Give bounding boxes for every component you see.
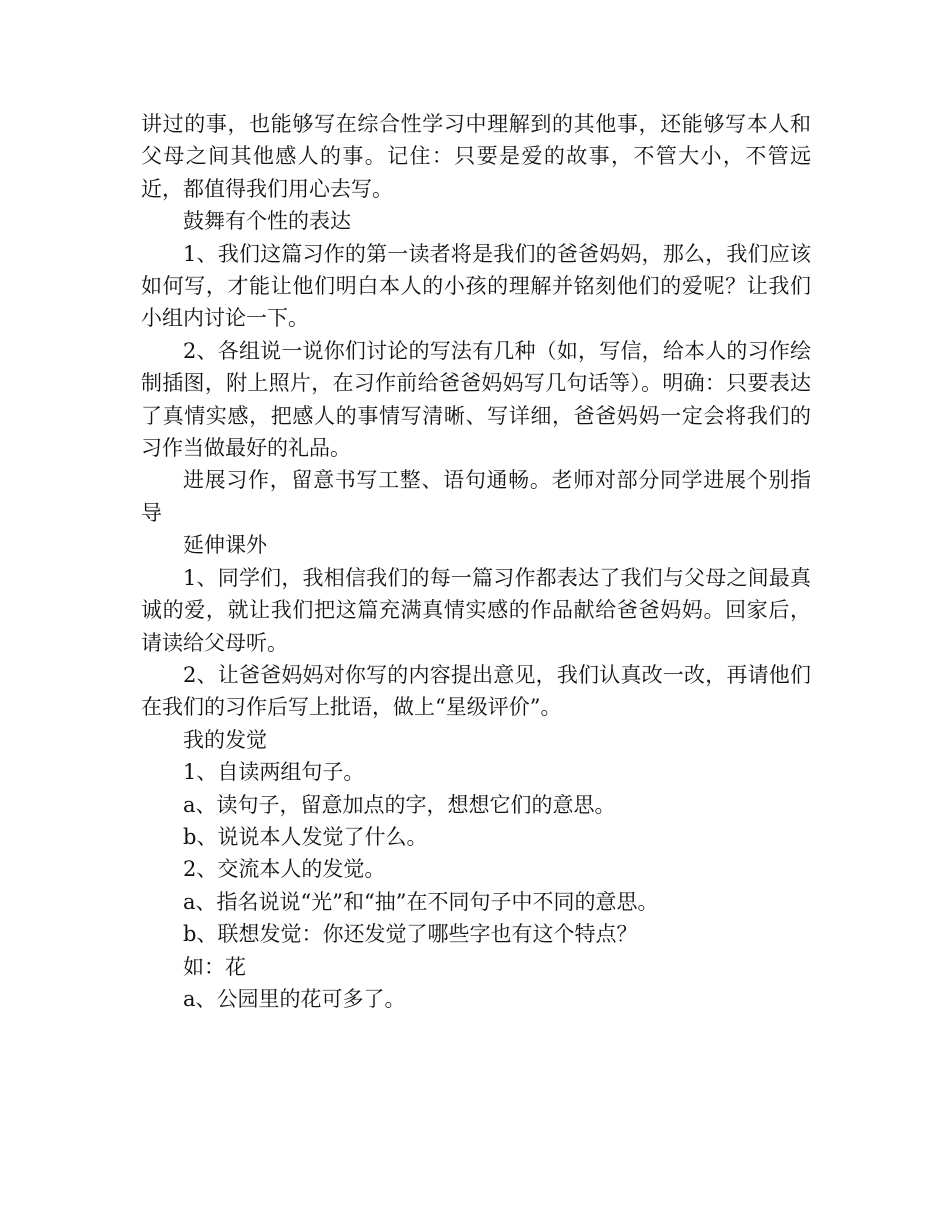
paragraph-15: b、联想发觉：你还发觉了哪些字也有这个特点？ <box>183 922 638 947</box>
paragraph-17: a、公园里的花可多了。 <box>183 986 406 1011</box>
paragraph-3: 1、我们这篇习作的第一读者将是我们的爸爸妈妈，那么，我们应该如何写，才能让他们明白本人的小孩的理解并铭刻他们的爱呢？让我们小组内讨论一下。 <box>141 241 811 331</box>
paragraph-14: a、指名说说“光”和“抽”在不同句子中不同的意思。 <box>183 889 659 914</box>
section-heading-extension: 延伸课外 <box>183 533 267 558</box>
paragraph-10: 1、自读两组句子。 <box>183 760 365 785</box>
paragraph-12: b、说说本人发觉了什么。 <box>183 824 428 849</box>
paragraph-1: 讲过的事，也能够写在综合性学习中理解到的其他事，还能够写本人和父母之间其他感人的事。记住：只要是爱的故事，不管大小，不管远近，都值得我们用心去写。 <box>141 112 811 201</box>
paragraph-7: 1、同学们，我相信我们的每一篇习作都表达了我们与父母之间最真诚的爱，就让我们把这篇充满真情实感的作品献给爸爸妈妈。回家后，请读给父母听。 <box>141 565 811 655</box>
paragraph-11: a、读句子，留意加点的字，想想它们的意思。 <box>183 792 616 817</box>
document-body <box>141 108 811 1015</box>
paragraph-16: 如：花 <box>183 954 246 979</box>
paragraph-8: 2、让爸爸妈妈对你写的内容提出意见，我们认真改一改，再请他们在我们的习作后写上批语，做上“星级评价”。 <box>141 662 811 720</box>
section-heading-discovery: 我的发觉 <box>183 727 267 752</box>
paragraph-4: 2、各组说一说你们讨论的写法有几种（如，写信，给本人的习作绘制插图，附上照片，在习作前给爸爸妈妈写几句话等）。明确：只要表达了真情实感，把感人的事情写清晰、写详细，爸爸妈妈一定会将我们的习作当做最好的礼品。 <box>141 338 811 461</box>
section-heading-expression: 鼓舞有个性的表达 <box>183 209 351 234</box>
paragraph-13: 2、交流本人的发觉。 <box>183 857 386 882</box>
paragraph-5: 进展习作，留意书写工整、语句通畅。老师对部分同学进展个别指导 <box>141 468 811 525</box>
